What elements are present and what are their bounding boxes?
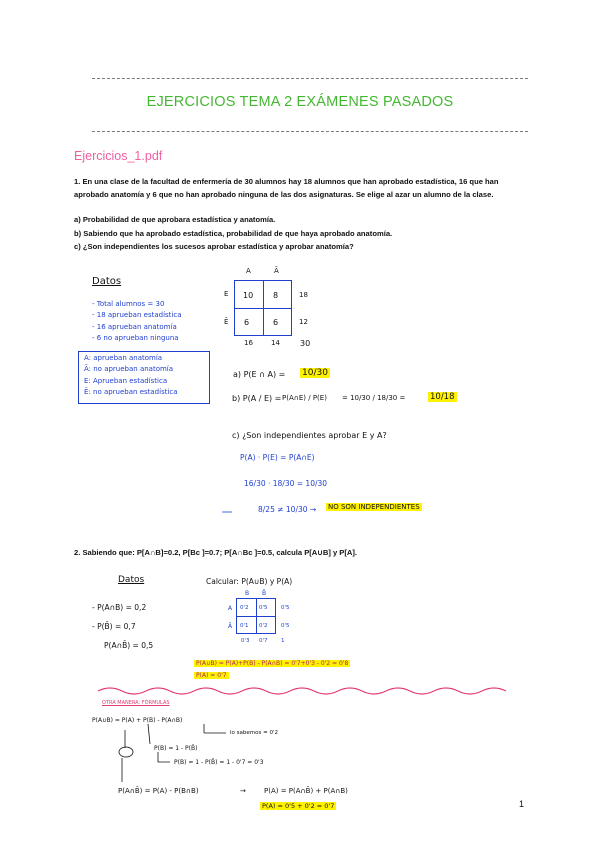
answer-b-mid: = 10/30 / 18/30 = (342, 394, 406, 402)
problem1-statement: 1. En una clase de la facultad de enfermería de 30 alumnos hay 18 alumnos que han aprobado estadística, 16 que han aprobado anatomía y 6 que no han aprobado ninguna de las dos asignaturas. Se elige al azar un alumno de la clase. (74, 177, 499, 199)
datos-item: - Total alumnos = 30 (92, 300, 165, 308)
alt-title: OTRA MANERA: FÓRMULAS (102, 700, 170, 706)
answer-c-line1: P(A) · P(E) = P(A∩E) (240, 453, 315, 462)
datos-item: P(A∩B̄) = 0,5 (104, 641, 154, 650)
row-total: 18 (299, 291, 308, 299)
answer-c-question: c) ¿Son independientes aprobar E y A? (232, 431, 387, 440)
legend-item: Ē: no aprueban estadística (84, 388, 178, 396)
problem1-part-b: b) Sabiendo que ha aprobado estadística, probabilidad de que haya aprobado anatomía. (74, 229, 393, 238)
table-cell: 0'5 (259, 605, 268, 611)
datos-item: - P(A∩B) = 0,2 (92, 603, 147, 612)
alt-pa-calc: P(A) = 0'5 + 0'2 = 0'7 (262, 802, 335, 810)
wavy-divider (98, 688, 506, 694)
datos-item: - P(B̄) = 0,7 (92, 622, 136, 631)
calc-heading: Calcular: P(A∪B) y P(A) (206, 577, 293, 586)
grand-total: 30 (300, 339, 311, 348)
row-header: E (224, 290, 229, 298)
problem2-statement: 2. Sabiendo que: P[A∩B]=0.2, P[Bc ]=0.7; P[A∩Bc ]=0.5, calcula P[A∪B] y P[A]. (74, 548, 358, 557)
answer-a-label: a) P(E ∩ A) = (233, 370, 286, 379)
problem1-part-c: c) ¿Son independientes los sucesos aprobar estadística y aprobar anatomía? (74, 242, 354, 251)
table-cell: 0'1 (240, 623, 249, 629)
col-header: B (245, 590, 250, 597)
table-cell: 8 (273, 291, 279, 300)
answer-b-value: 10/18 (430, 392, 455, 402)
answer-a-value: 10/30 (302, 368, 328, 378)
datos-item: - 18 aprueban estadística (92, 311, 182, 319)
row-total: 0'5 (281, 623, 290, 629)
row-header: A (228, 605, 233, 612)
union-answer: P(A∪B) = P(A)+P(B) - P(A∩B) = 0'7+0'3 - 0'2 = 0'8 (196, 660, 349, 667)
grand-total: 1 (281, 638, 285, 644)
page-title: EJERCICIOS TEMA 2 EXÁMENES PASADOS (146, 94, 454, 110)
col-header: B̄ (262, 590, 267, 597)
answer-b-formula: P(A∩E) / P(E) (282, 394, 327, 402)
table-cell: 0'2 (259, 623, 268, 629)
datos-heading-1: Datos (92, 276, 122, 287)
col-header: A (246, 267, 251, 275)
alt-pa-formula: P(A) = P(A∩B̄) + P(A∩B) (264, 787, 348, 795)
problem1-part-a: a) Probabilidad de que aprobara estadística y anatomía. (74, 215, 276, 224)
row-total: 0'5 (281, 605, 290, 611)
page-number: 1 (518, 799, 524, 809)
col-total: 14 (271, 339, 280, 347)
table-cell: 6 (244, 318, 250, 327)
row-header: Ē (224, 318, 229, 326)
datos-item: - 6 no aprueban ninguna (92, 334, 179, 342)
legend-item: Ā: no aprueban anatomía (84, 365, 174, 373)
datos-item: - 16 aprueban anatomía (92, 323, 177, 331)
col-total: 16 (244, 339, 253, 347)
answer-b-label: b) P(A / E) = (232, 394, 282, 403)
alt-diff: P(A∩B̄) = P(A) - P(B∩B) (118, 787, 199, 795)
circle-mark (119, 747, 133, 757)
alt-implies: → (240, 787, 246, 795)
legend-item: A: aprueban anatomía (84, 354, 163, 362)
table-cell: 6 (273, 318, 279, 327)
table-cell: 0'2 (240, 605, 249, 611)
row-header: Ā (228, 623, 233, 630)
pa-answer: P(A) = 0'7 (196, 672, 227, 679)
alt-given: lo sabemos = 0'2 (230, 730, 278, 736)
col-header: Ā (274, 267, 279, 275)
arrow-line (148, 724, 150, 744)
alt-formula: P(A∪B) = P(A) + P(B) - P(A∩B) (92, 717, 183, 724)
answer-c-result: NO SON INDEPENDIENTES (328, 503, 420, 511)
answer-c-line2: 16/30 · 18/30 = 10/30 (244, 479, 328, 488)
col-total: 0'7 (259, 638, 268, 644)
row-total: 12 (299, 318, 308, 326)
col-total: 0'3 (241, 638, 250, 644)
legend-item: E: Aprueban estadística (84, 377, 168, 385)
arrow-line (158, 752, 170, 762)
table-cell: 10 (243, 291, 254, 300)
datos-heading-2: Datos (118, 575, 145, 585)
alt-pb-line: P(B) = 1 - P(B̄) (154, 745, 198, 752)
answer-c-line3: 8/25 ≠ 10/30 → (258, 505, 317, 514)
section-heading: Ejercicios_1.pdf (74, 149, 163, 163)
alt-pb-calc: P(B) = 1 - P(B̄) = 1 - 0'7 = 0'3 (174, 759, 264, 766)
